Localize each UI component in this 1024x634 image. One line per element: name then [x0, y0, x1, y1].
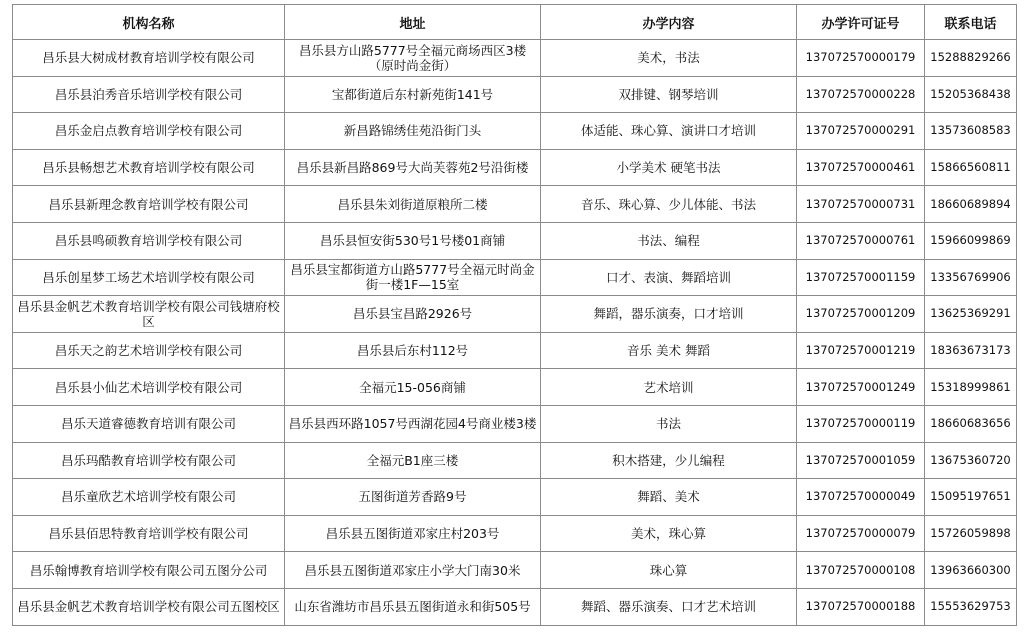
teaching-content-cell: 书法、编程: [541, 222, 797, 259]
license-number-cell: 137072570000228: [797, 76, 925, 113]
address-cell: 昌乐县恒安街530号1号楼01商铺: [285, 222, 541, 259]
address-cell: 昌乐县方山路5777号全福元商场西区3楼（原时尚金街）: [285, 40, 541, 77]
table-row: [13, 479, 1017, 516]
license-number-cell: 137072570001059: [797, 442, 925, 479]
teaching-content-cell: 舞蹈、美术: [541, 479, 797, 516]
address-cell: 昌乐县五图街道邓家庄村203号: [285, 515, 541, 552]
phone-cell: 15095197651: [925, 479, 1017, 516]
header-teaching-content: 办学内容: [541, 5, 797, 40]
institution-name-cell: 昌乐县鸣硕教育培训学校有限公司: [13, 222, 285, 259]
teaching-content-cell: 体适能、珠心算、演讲口才培训: [541, 113, 797, 150]
phone-cell: 15966099869: [925, 222, 1017, 259]
header-license-number: 办学许可证号: [797, 5, 925, 40]
license-number-cell: 137072570001159: [797, 259, 925, 296]
table-row: [13, 113, 1017, 150]
institution-name-cell: 昌乐创星梦工场艺术培训学校有限公司: [13, 259, 285, 296]
institution-name-cell: 昌乐童欣艺术培训学校有限公司: [13, 479, 285, 516]
table-row: [13, 76, 1017, 113]
teaching-content-cell: 舞蹈，器乐演奏，口才培训: [541, 296, 797, 333]
table-row: [13, 222, 1017, 259]
license-number-cell: 137072570000291: [797, 113, 925, 150]
header-phone: 联系电话: [925, 5, 1017, 40]
institution-name-cell: 昌乐县金帆艺术教育培训学校有限公司五图校区: [13, 588, 285, 625]
address-cell: 新昌路锦绣佳苑沿街门头: [285, 113, 541, 150]
teaching-content-cell: 小学美术 硬笔书法: [541, 149, 797, 186]
phone-cell: 13963660300: [925, 552, 1017, 589]
phone-cell: 15726059898: [925, 515, 1017, 552]
header-row: [13, 5, 1017, 40]
institution-name-cell: 昌乐县大树成材教育培训学校有限公司: [13, 40, 285, 77]
table-row: [13, 405, 1017, 442]
license-number-cell: 137072570001249: [797, 369, 925, 406]
phone-cell: 15205368438: [925, 76, 1017, 113]
teaching-content-cell: 书法: [541, 405, 797, 442]
license-number-cell: 137072570000461: [797, 149, 925, 186]
teaching-content-cell: 积木搭建，少儿编程: [541, 442, 797, 479]
license-number-cell: 137072570001209: [797, 296, 925, 333]
header-address: 地址: [285, 5, 541, 40]
table-header: [13, 5, 1017, 40]
table-row: [13, 332, 1017, 369]
institution-name-cell: 昌乐县畅想艺术教育培训学校有限公司: [13, 149, 285, 186]
institution-table: [12, 4, 1017, 626]
institution-name-cell: 昌乐天道睿德教育培训有限公司: [13, 405, 285, 442]
address-cell: 宝都街道后东村新苑街141号: [285, 76, 541, 113]
address-cell: 昌乐县宝昌路2926号: [285, 296, 541, 333]
teaching-content-cell: 舞蹈、器乐演奏、口才艺术培训: [541, 588, 797, 625]
institution-name-cell: 昌乐天之韵艺术培训学校有限公司: [13, 332, 285, 369]
address-cell: 全福元15-056商铺: [285, 369, 541, 406]
teaching-content-cell: 珠心算: [541, 552, 797, 589]
phone-cell: 13573608583: [925, 113, 1017, 150]
teaching-content-cell: 美术，书法: [541, 40, 797, 77]
license-number-cell: 137072570000119: [797, 405, 925, 442]
table-row: [13, 259, 1017, 296]
address-cell: 山东省潍坊市昌乐县五图街道永和街505号: [285, 588, 541, 625]
table-row: [13, 588, 1017, 625]
phone-cell: 15866560811: [925, 149, 1017, 186]
institution-name-cell: 昌乐县佰思特教育培训学校有限公司: [13, 515, 285, 552]
teaching-content-cell: 口才、表演、舞蹈培训: [541, 259, 797, 296]
institution-name-cell: 昌乐金启点教育培训学校有限公司: [13, 113, 285, 150]
license-number-cell: 137072570000188: [797, 588, 925, 625]
table-body: [13, 40, 1017, 626]
address-cell: 昌乐县西环路1057号西湖花园4号商业楼3楼: [285, 405, 541, 442]
address-cell: 五图街道芳香路9号: [285, 479, 541, 516]
table-row: [13, 552, 1017, 589]
teaching-content-cell: 音乐、珠心算、少儿体能、书法: [541, 186, 797, 223]
phone-cell: 15553629753: [925, 588, 1017, 625]
teaching-content-cell: 音乐 美术 舞蹈: [541, 332, 797, 369]
phone-cell: 18660683656: [925, 405, 1017, 442]
license-number-cell: 137072570000108: [797, 552, 925, 589]
institution-name-cell: 昌乐县金帆艺术教育培训学校有限公司钱塘府校区: [13, 296, 285, 333]
phone-cell: 15318999861: [925, 369, 1017, 406]
table-row: [13, 40, 1017, 77]
teaching-content-cell: 双排键、钢琴培训: [541, 76, 797, 113]
address-cell: 昌乐县新昌路869号大尚芙蓉苑2号沿街楼: [285, 149, 541, 186]
institution-name-cell: 昌乐翰博教育培训学校有限公司五图分公司: [13, 552, 285, 589]
institution-name-cell: 昌乐县小仙艺术培训学校有限公司: [13, 369, 285, 406]
phone-cell: 18660689894: [925, 186, 1017, 223]
institution-name-cell: 昌乐玛酷教育培训学校有限公司: [13, 442, 285, 479]
address-cell: 昌乐县朱刘街道原粮所二楼: [285, 186, 541, 223]
header-institution-name: 机构名称: [13, 5, 285, 40]
phone-cell: 15288829266: [925, 40, 1017, 77]
address-cell: 昌乐县宝都街道方山路5777号全福元时尚金街一楼1F—15室: [285, 259, 541, 296]
license-number-cell: 137072570000079: [797, 515, 925, 552]
license-number-cell: 137072570000731: [797, 186, 925, 223]
license-number-cell: 137072570000049: [797, 479, 925, 516]
table-row: [13, 186, 1017, 223]
institution-name-cell: 昌乐县泊秀音乐培训学校有限公司: [13, 76, 285, 113]
address-cell: 昌乐县五图街道邓家庄小学大门南30米: [285, 552, 541, 589]
phone-cell: 18363673173: [925, 332, 1017, 369]
table-row: [13, 296, 1017, 333]
teaching-content-cell: 美术，珠心算: [541, 515, 797, 552]
license-number-cell: 137072570000179: [797, 40, 925, 77]
table-row: [13, 442, 1017, 479]
address-cell: 全福元B1座三楼: [285, 442, 541, 479]
phone-cell: 13625369291: [925, 296, 1017, 333]
phone-cell: 13675360720: [925, 442, 1017, 479]
table-row: [13, 369, 1017, 406]
table-row: [13, 515, 1017, 552]
license-number-cell: 137072570000761: [797, 222, 925, 259]
license-number-cell: 137072570001219: [797, 332, 925, 369]
address-cell: 昌乐县后东村112号: [285, 332, 541, 369]
table-row: [13, 149, 1017, 186]
teaching-content-cell: 艺术培训: [541, 369, 797, 406]
institution-name-cell: 昌乐县新理念教育培训学校有限公司: [13, 186, 285, 223]
phone-cell: 13356769906: [925, 259, 1017, 296]
